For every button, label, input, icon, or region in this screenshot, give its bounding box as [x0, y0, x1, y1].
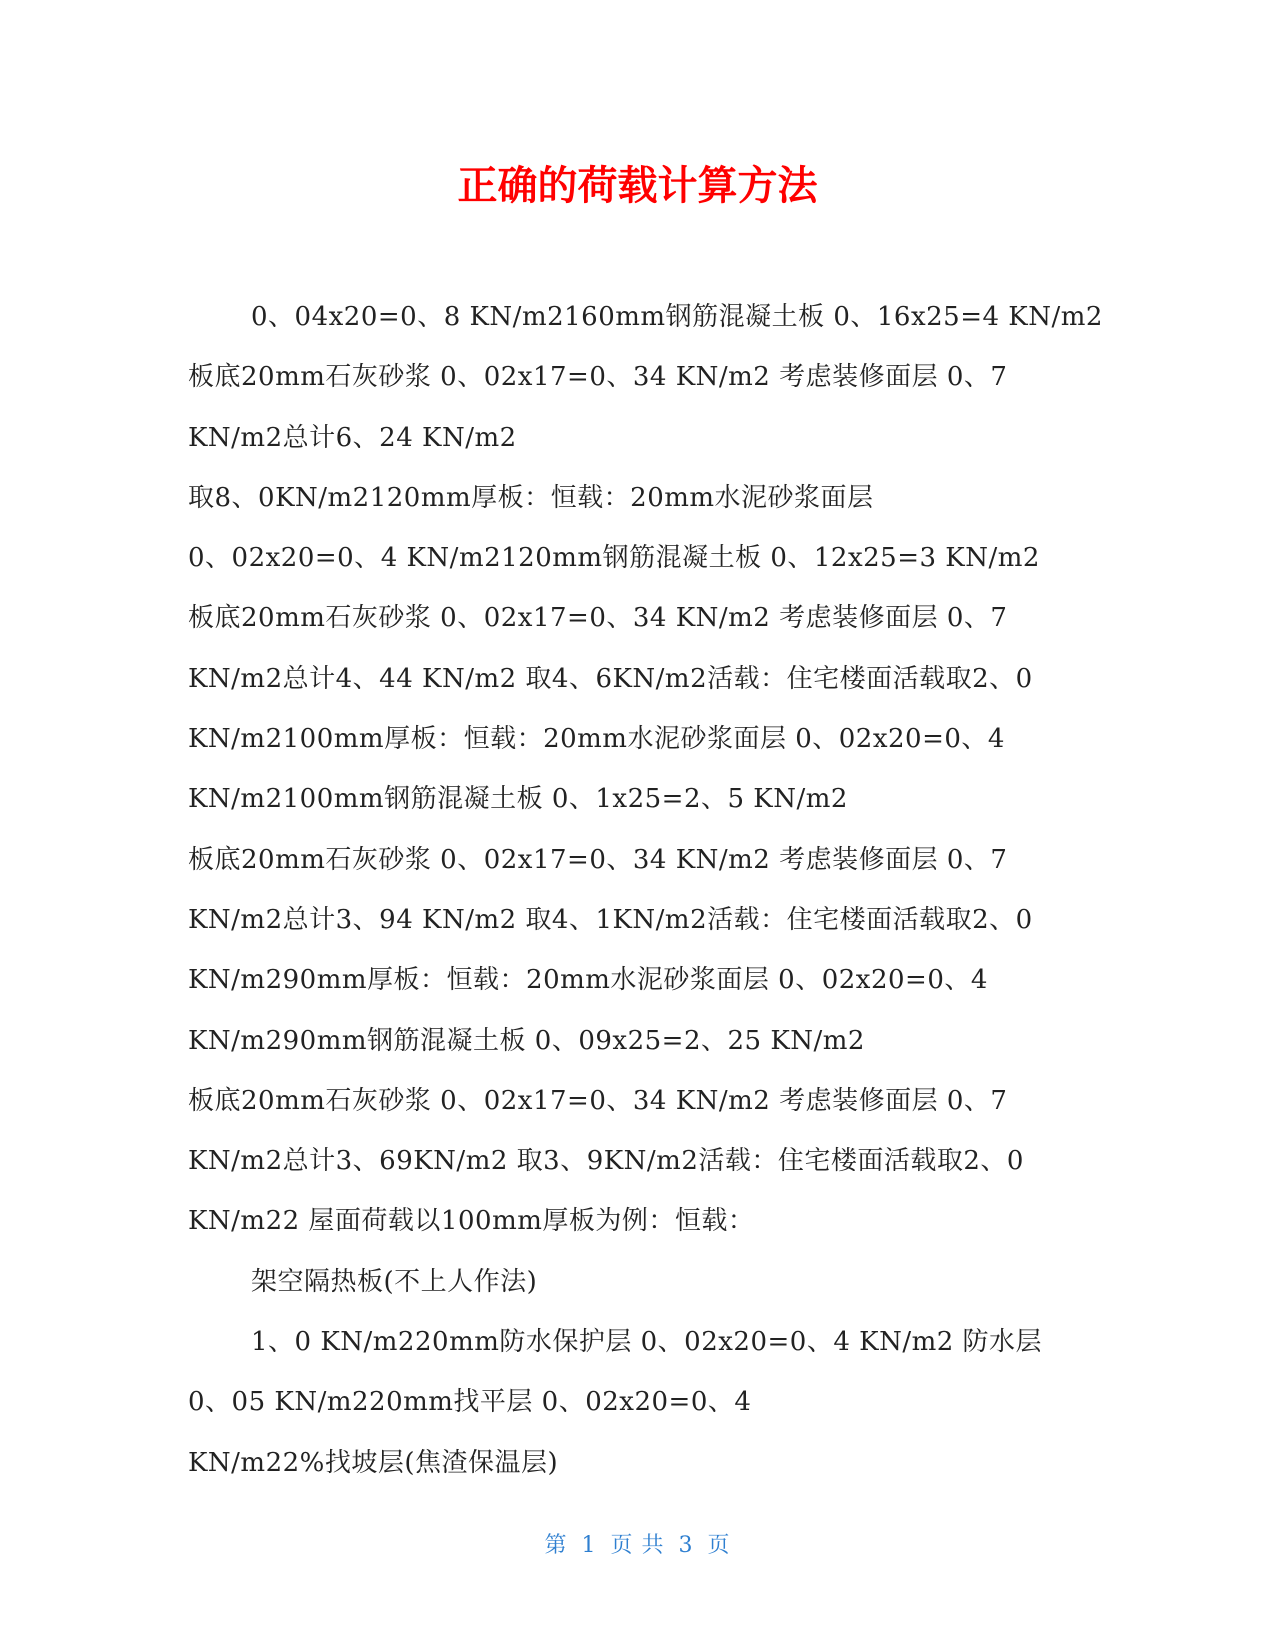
body-line: KN/m290mm厚板：恒载：20mm水泥砂浆面层 0、02x20=0、4	[188, 965, 988, 996]
body-line: 板底20mm石灰砂浆 0、02x17=0、34 KN/m2 考虑装修面层 0、7	[188, 1085, 1008, 1116]
page-footer	[0, 1528, 1275, 1559]
body-line: KN/m2总计6、24 KN/m2	[188, 422, 517, 453]
page-label-mid: 页 共	[610, 1533, 665, 1558]
body-line: KN/m2100mm钢筋混凝土板 0、1x25=2、5 KN/m2	[188, 784, 848, 815]
body-line: KN/m22 屋面荷载以100mm厚板为例：恒载：	[188, 1206, 755, 1237]
body-line: KN/m2总计4、44 KN/m2 取4、6KN/m2活载：住宅楼面活载取2、0	[188, 663, 1033, 694]
body-line: KN/m2总计3、94 KN/m2 取4、1KN/m2活载：住宅楼面活载取2、0	[188, 904, 1033, 935]
body-line: 取8、0KN/m2120mm厚板：恒载：20mm水泥砂浆面层	[188, 482, 874, 513]
body-line: 板底20mm石灰砂浆 0、02x17=0、34 KN/m2 考虑装修面层 0、7	[188, 844, 1008, 875]
body-line: 1、0 KN/m220mm防水保护层 0、02x20=0、4 KN/m2 防水层	[251, 1327, 1043, 1358]
body-line: 板底20mm石灰砂浆 0、02x17=0、34 KN/m2 考虑装修面层 0、7	[188, 603, 1008, 634]
body-line: 0、05 KN/m220mm找平层 0、02x20=0、4	[188, 1387, 752, 1418]
body-line: KN/m2总计3、69KN/m2 取3、9KN/m2活载：住宅楼面活载取2、0	[188, 1146, 1024, 1177]
body-line: KN/m22%找坡层(焦渣保温层)	[188, 1447, 559, 1478]
page-label-suffix: 页	[707, 1533, 731, 1558]
body-line: 板底20mm石灰砂浆 0、02x17=0、34 KN/m2 考虑装修面层 0、7	[188, 362, 1008, 393]
body-line: 0、02x20=0、4 KN/m2120mm钢筋混凝土板 0、12x25=3 KN/m2	[188, 543, 1040, 574]
body-line: 0、04x20=0、8 KN/m2160mm钢筋混凝土板 0、16x25=4 KN/m2	[251, 302, 1103, 332]
current-page-number: 1	[581, 1533, 597, 1558]
document-body	[188, 297, 1103, 1503]
total-pages-number: 3	[678, 1533, 694, 1558]
body-line: KN/m290mm钢筋混凝土板 0、09x25=2、25 KN/m2	[188, 1025, 865, 1056]
page-label-prefix: 第	[544, 1533, 568, 1558]
body-line: KN/m2100mm厚板：恒载：20mm水泥砂浆面层 0、02x20=0、4	[188, 724, 1005, 755]
body-line: 架空隔热板(不上人作法)	[251, 1266, 538, 1297]
document-title: 正确的荷载计算方法	[457, 163, 818, 209]
